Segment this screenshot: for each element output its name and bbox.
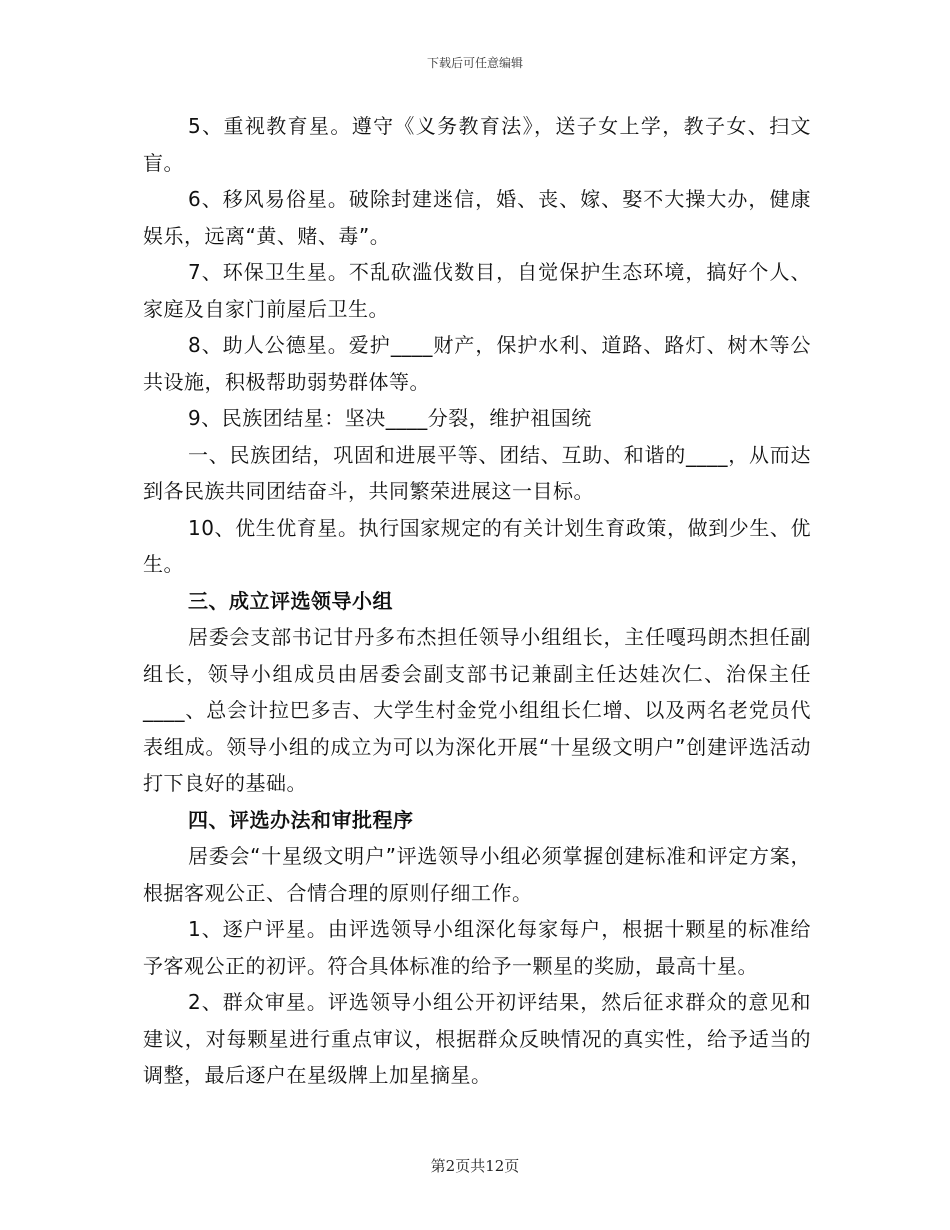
header-note: 下载后可任意编辑 — [426, 56, 523, 70]
document-body — [143, 108, 811, 1094]
paragraph-public-review: 2、群众审星。评选领导小组公开初评结果，然后征求群众的意见和建议，对每颗星进行重点审议，根据群众反映情况的真实性，给予适当的调整，最后逐户在星级牌上加星摘星。 — [143, 990, 811, 1087]
paragraph-star-9: 9、民族团结星：坚决____分裂，维护祖国统 — [188, 406, 592, 430]
paragraph-star-7: 7、环保卫生星。不乱砍滥伐数目，自觉保护生态环境，搞好个人、家庭及自家门前屋后卫生。 — [143, 260, 811, 321]
paragraph-household-rating: 1、逐户评星。由评选领导小组深化每家每户，根据十颗星的标准给予客观公正的初评。符合具体标准的给予一颗星的奖励，最高十星。 — [143, 917, 811, 978]
paragraph-star-10: 10、优生优育星。执行国家规定的有关计划生育政策，做到少生、优生。 — [143, 515, 811, 576]
paragraph-evaluation-intro: 居委会“十星级文明户”评选领导小组必须掌握创建标准和评定方案，根据客观公正、合情合理的原则仔细工作。 — [143, 844, 811, 905]
page-number: 第2页共12页 — [430, 1157, 520, 1175]
section-heading-4: 四、评选办法和审批程序 — [188, 807, 414, 832]
section-heading-3: 三、成立评选领导小组 — [188, 588, 393, 613]
paragraph-star-6: 6、移风易俗星。破除封建迷信，婚、丧、嫁、娶不大操大办，健康娱乐，远离“黄、赌、毒”。 — [143, 187, 811, 248]
paragraph-star-5: 5、重视教育星。遵守《义务教育法》，送子女上学，教子女、扫文盲。 — [143, 114, 811, 175]
paragraph-star-8: 8、助人公德星。爱护____财产，保护水利、道路、路灯、树木等公共设施，积极帮助弱势群体等。 — [143, 333, 811, 394]
paragraph-ethnic-unity: 一、民族团结，巩固和进展平等、团结、互助、和谐的____，从而达到各民族共同团结奋斗，共同繁荣进展这一目标。 — [143, 442, 811, 503]
paragraph-leadership-group: 居委会支部书记甘丹多布杰担任领导小组组长，主任嘎玛朗杰担任副组长，领导小组成员由居委会副支部书记兼副主任达娃次仁、治保主任____、总会计拉巴多吉、大学生村金党小组组长仁增、以及两名老党员代表组成。领导小组的成立为可以为深化开展“十星级文明户”创建评选活动打下良好的基础。 — [143, 625, 811, 795]
